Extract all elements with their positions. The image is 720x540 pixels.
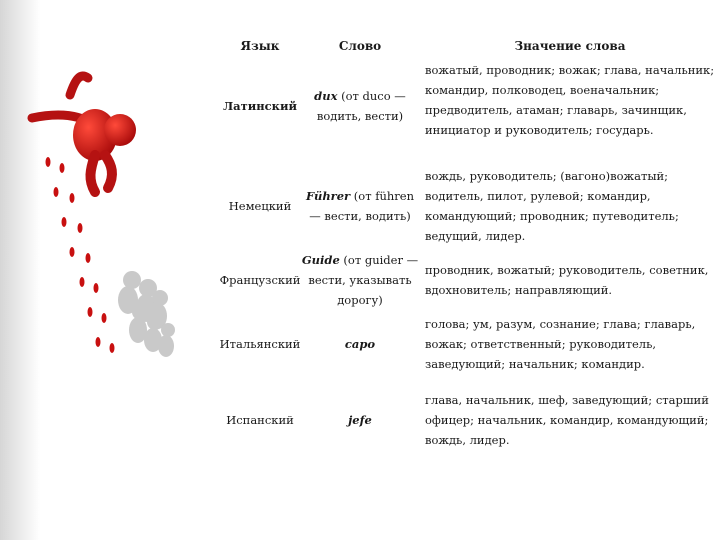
row-language-german: Немецкий xyxy=(228,199,292,213)
row-meaning-german: вождь, руководитель; (вагоно)вожатый; водитель, пилот, рулевой; командир, командующий; проводник; путеводитель; ведущий, лидер. xyxy=(425,169,679,243)
row-meaning-italian: голова; ум, разум, сознание; глава; главарь, вожак; ответственный; руководитель, заведующий; начальник; командир. xyxy=(425,317,696,371)
word-etymology: (от guider — вести, указывать дорогу) xyxy=(308,253,419,307)
word-etymology: (от führen — вести, водить) xyxy=(309,189,414,223)
row-meaning-spanish: глава, начальник, шеф, заведующий; старший офицер; начальник, командир, командующий; вождь, лидер. xyxy=(425,393,709,447)
word-etymology: (от duco — водить, вести) xyxy=(316,89,406,123)
gray-follower-figures xyxy=(118,271,175,357)
word-term: jefe xyxy=(348,413,372,427)
leader-illustration xyxy=(0,0,200,540)
word-term: Guide xyxy=(301,253,340,267)
header-language: Язык xyxy=(240,39,280,53)
word-term: dux xyxy=(314,89,338,103)
header-word: Слово xyxy=(338,39,382,53)
row-word-spanish xyxy=(300,410,420,430)
word-term: capo xyxy=(344,337,376,351)
word-term: Führer xyxy=(306,189,351,203)
header-meaning: Значение слова xyxy=(514,39,626,53)
row-meaning-french: проводник, вожатый; руководитель, советник, вдохновитель; направляющий. xyxy=(425,263,709,297)
row-meaning-latin: вожатый, проводник; вожак; глава, начальник; командир, полководец, военачальник; предводитель, атаман; главарь, зачинщик, инициатор и руководитель; государь. xyxy=(425,63,715,137)
row-word-italian xyxy=(300,334,420,354)
row-word-latin xyxy=(300,86,420,126)
row-language-italian: Итальянский xyxy=(219,337,301,351)
row-word-french xyxy=(300,250,420,310)
wall-shadow xyxy=(0,0,40,540)
red-leader-figure xyxy=(32,76,136,192)
row-language-latin: Латинский xyxy=(222,99,298,113)
row-language-spanish: Испанский xyxy=(226,413,294,427)
row-language-french: Французский xyxy=(219,273,301,287)
row-word-german xyxy=(300,186,420,226)
